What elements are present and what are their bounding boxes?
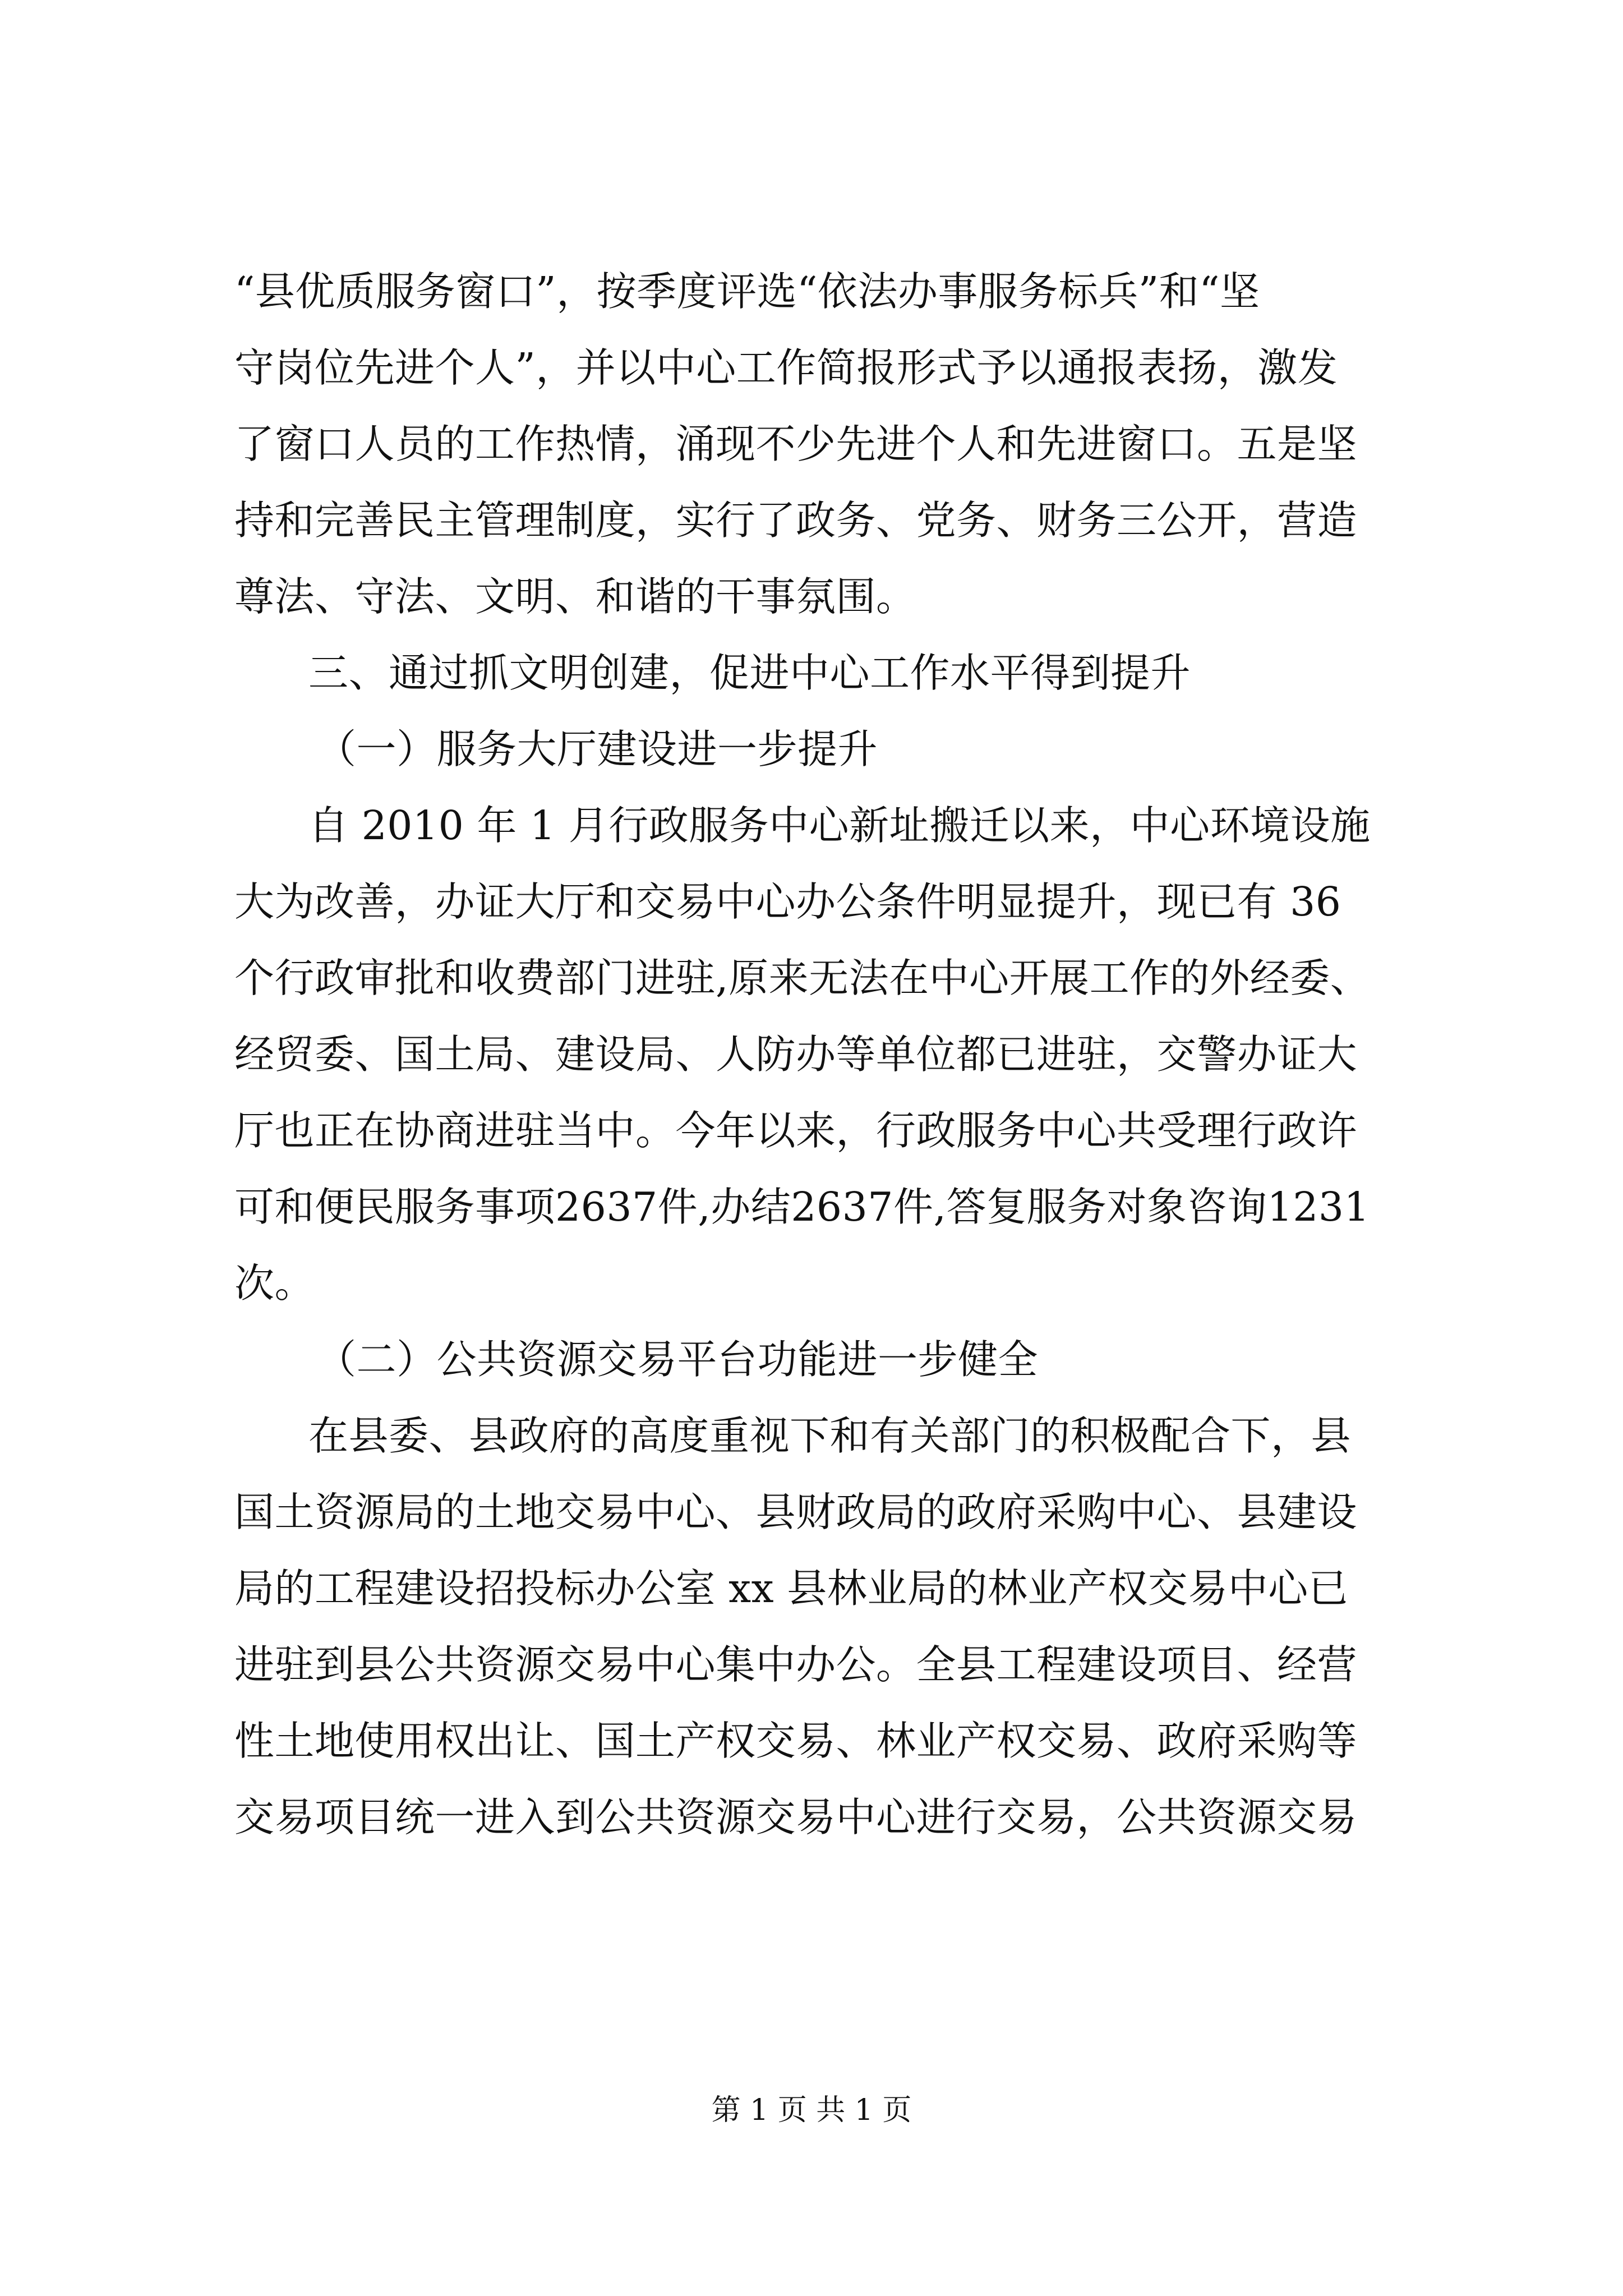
text-line: 大为改善，办证大厅和交易中心办公条件明显提升，现已有 36 [234, 878, 1341, 925]
text-line: 国土资源局的土地交易中心、县财政局的政府采购中心、县建设 [234, 1489, 1358, 1535]
text-line: 个行政审批和收费部门进驻,原来无法在中心开展工作的外经委、 [234, 955, 1371, 1001]
text-line: 局的工程建设招投标办公室 xx 县林业局的林业产权交易中心已 [234, 1565, 1349, 1612]
paragraph-first-line: 在县委、县政府的高度重视下和有关部门的积极配合下，县 [308, 1412, 1352, 1459]
section-heading: 三、通过抓文明创建，促进中心工作水平得到提升 [308, 650, 1191, 696]
page-footer: 第 1 页 共 1 页 [711, 2093, 912, 2127]
text-line: 守岗位先进个人”，并以中心工作简报形式予以通报表扬，激发 [234, 344, 1338, 391]
paragraph-first-line: 自 2010 年 1 月行政服务中心新址搬迁以来，中心环境设施 [308, 802, 1371, 849]
text-line: 次。 [234, 1260, 315, 1306]
subsection-heading: （二）公共资源交易平台功能进一步健全 [316, 1336, 1039, 1383]
text-line: 可和便民服务事项2637件,办结2637件,答复服务对象咨询1231 [234, 1184, 1370, 1230]
text-line: “县优质服务窗口”，按季度评选“依法办事服务标兵”和“坚 [234, 268, 1260, 315]
text-line: 了窗口人员的工作热情，涌现不少先进个人和先进窗口。五是坚 [234, 421, 1358, 467]
text-line: 持和完善民主管理制度，实行了政务、党务、财务三公开，营造 [234, 497, 1358, 544]
text-line: 进驻到县公共资源交易中心集中办公。全县工程建设项目、经营 [234, 1641, 1358, 1688]
subsection-heading: （一）服务大厅建设进一步提升 [316, 726, 878, 772]
text-line: 性土地使用权出让、国土产权交易、林业产权交易、政府采购等 [234, 1718, 1358, 1764]
document-body [234, 254, 1429, 1856]
text-line: 尊法、守法、文明、和谐的干事氛围。 [234, 573, 916, 620]
text-line: 经贸委、国土局、建设局、人防办等单位都已进驻，交警办证大 [234, 1031, 1358, 1078]
text-line: 交易项目统一进入到公共资源交易中心进行交易，公共资源交易 [234, 1794, 1358, 1841]
text-line: 厅也正在协商进驻当中。今年以来，行政服务中心共受理行政许 [234, 1107, 1358, 1154]
